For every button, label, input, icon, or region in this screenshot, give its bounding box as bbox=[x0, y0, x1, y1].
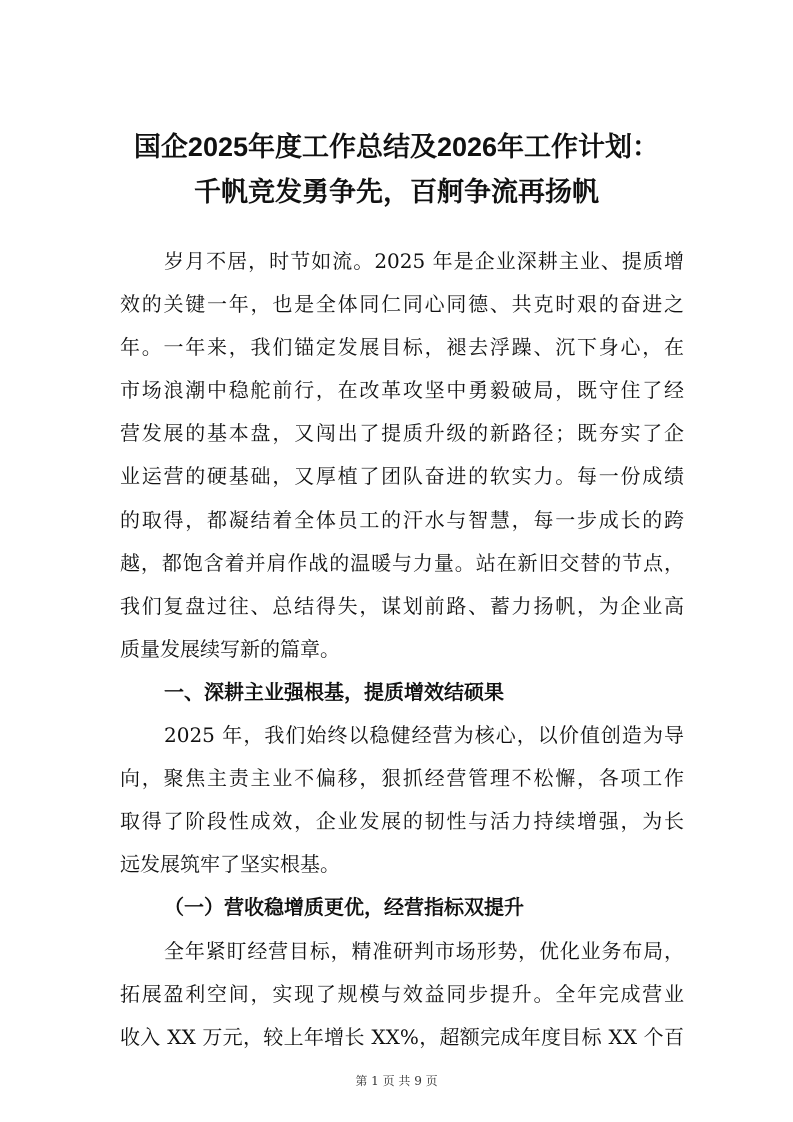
title-line-2: 千帆竞发勇争先，百舸争流再扬帆 bbox=[194, 177, 599, 207]
page-footer: 第 1 页 共 9 页 bbox=[355, 1074, 438, 1088]
text-line: 效的关键一年，也是全体同仁同心同德、共克时艰的奋进之 bbox=[120, 292, 684, 317]
text-line: 的取得，都凝结着全体员工的汗水与智慧，每一步成长的跨 bbox=[120, 507, 684, 532]
text-line: 一、深耕主业强根基，提质增效结硕果 bbox=[164, 679, 504, 704]
text-line: 取得了阶段性成效，企业发展的韧性与活力持续增强，为长 bbox=[120, 809, 684, 834]
text-line: 全年紧盯经营目标，精准研判市场形势，优化业务布局， bbox=[164, 938, 684, 963]
section-heading bbox=[120, 671, 684, 714]
paragraph bbox=[120, 930, 684, 1059]
document-body bbox=[120, 240, 684, 1059]
text-line: 2025 年，我们始终以稳健经营为核心，以价值创造为导 bbox=[164, 723, 684, 748]
document-title bbox=[60, 125, 733, 215]
text-line: 岁月不居，时节如流。2025 年是企业深耕主业、提质增 bbox=[164, 249, 684, 273]
text-line: 收入 XX 万元，较上年增长 XX%，超额完成年度目标 XX 个百 bbox=[120, 1024, 684, 1049]
text-line: 越，都饱含着并肩作战的温暖与力量。站在新旧交替的节点， bbox=[120, 550, 684, 575]
text-line: 营发展的基本盘，又闯出了提质升级的新路径；既夯实了企 bbox=[120, 421, 684, 446]
title-line-1: 国企2025年度工作总结及2026年工作计划： bbox=[133, 132, 660, 162]
text-line: 拓展盈利空间，实现了规模与效益同步提升。全年完成营业 bbox=[120, 981, 684, 1006]
paragraph bbox=[120, 240, 684, 671]
text-line: 向，聚焦主责主业不偏移，狠抓经营管理不松懈，各项工作 bbox=[120, 766, 684, 791]
text-line: （一）营收稳增质更优，经营指标双提升 bbox=[164, 895, 524, 920]
text-line: 市场浪潮中稳舵前行，在改革攻坚中勇毅破局，既守住了经 bbox=[120, 378, 684, 403]
text-line: 质量发展续写新的篇章。 bbox=[120, 636, 340, 661]
paragraph bbox=[120, 714, 684, 886]
section-heading bbox=[120, 886, 684, 929]
text-line: 年。一年来，我们锚定发展目标，褪去浮躁、沉下身心，在 bbox=[120, 335, 684, 360]
text-line: 我们复盘过往、总结得失，谋划前路、蓄力扬帆，为企业高 bbox=[120, 593, 684, 618]
text-line: 业运营的硬基础，又厚植了团队奋进的软实力。每一份成绩 bbox=[120, 464, 684, 489]
text-line: 远发展筑牢了坚实根基。 bbox=[120, 852, 340, 877]
